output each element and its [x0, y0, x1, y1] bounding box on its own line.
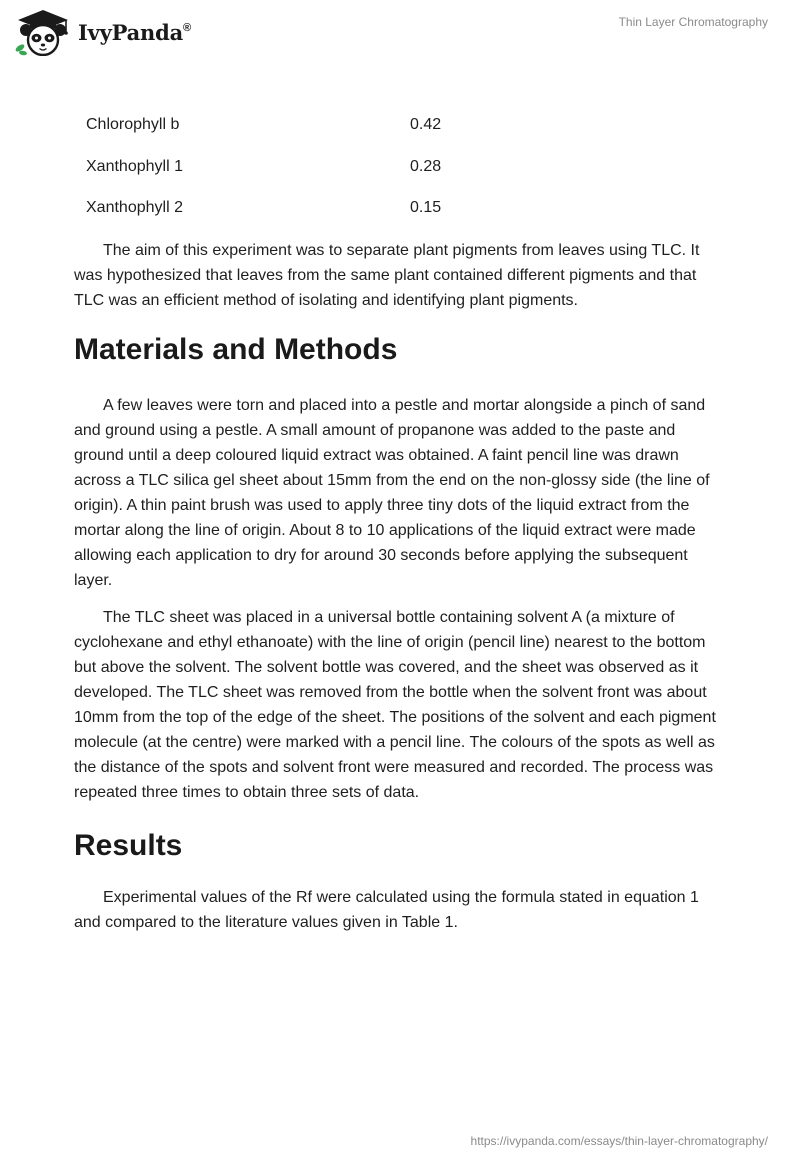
essay-content	[74, 113, 726, 947]
intro-paragraph: The aim of this experiment was to separate plant pigments from leaves using TLC. It was hypothesized that leaves from the same plant contained different pigments and that TLC was an efficient method of isolating and identifying plant pigments.	[74, 241, 700, 309]
pigment-name: Xanthophyll 1	[86, 157, 183, 175]
table-row	[86, 196, 726, 238]
rf-value: 0.28	[410, 157, 442, 175]
table-row	[86, 155, 726, 197]
materials-paragraph-2: The TLC sheet was placed in a universal bottle containing solvent A (a mixture of cyclohexane and ethyl ethanoate) with the line of origin (pencil line) nearest to the bottom but above the solvent. The solvent bottle was covered, and the sheet was observed as it developed. The TLC sheet was removed from the bottle when the solvent front was about 10mm from the top of the edge of the sheet. The positions of the solvent and each pigment molecule (at the centre) were marked with a pencil line. The colours of the spots as well as the distance of the spots and solvent front were measured and recorded. The process was repeated three times to obtain three sets of data.	[74, 608, 716, 801]
document-title: Thin Layer Chromatography	[618, 15, 768, 29]
rf-value: 0.42	[410, 116, 442, 133]
registered-mark: ®	[183, 21, 191, 34]
results-heading: Results	[74, 828, 183, 862]
table-row	[86, 113, 726, 155]
logo-wordmark	[78, 20, 191, 45]
source-url-link[interactable]: https://ivypanda.com/essays/thin-layer-chromatography/	[470, 1134, 768, 1148]
pigment-name: Xanthophyll 2	[86, 199, 183, 216]
panda-graduate-icon	[14, 8, 72, 56]
rf-value: 0.15	[410, 199, 442, 216]
page-header	[0, 0, 800, 60]
results-paragraph: Experimental values of the Rf were calculated using the formula stated in equation 1 and compared to the literature values given in Table 1.	[74, 888, 699, 931]
logo-text: IvyPanda	[78, 19, 184, 45]
pigment-rf-table	[86, 113, 726, 238]
materials-paragraph-1: A few leaves were torn and placed into a pestle and mortar alongside a pinch of sand and ground using a pestle. A small amount of propanone was added to the paste and ground until a deep coloured liquid extract was obtained. A faint pencil line was drawn across a TLC silica gel sheet about 15mm from the end on the non-glossy side (the line of origin). A thin paint brush was used to apply three tiny dots of the liquid extract from the mortar along the line of origin. About 8 to 10 applications of the liquid extract were made allowing each application to dry for around 30 seconds before applying the subsequent layer.	[74, 396, 710, 589]
pigment-name: Chlorophyll b	[86, 116, 180, 133]
materials-heading: Materials and Methods	[74, 332, 398, 366]
ivypanda-logo[interactable]	[14, 8, 191, 56]
